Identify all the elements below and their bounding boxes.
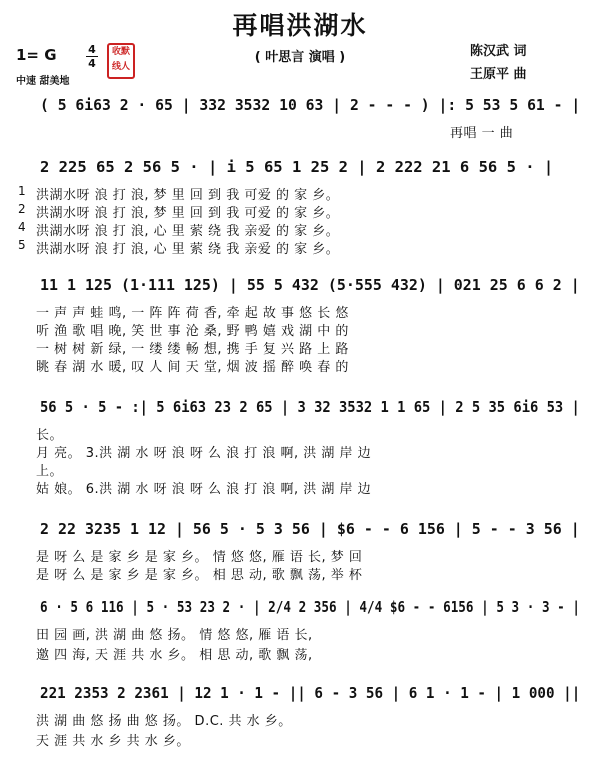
- seal-stamp-icon: 收默 线人: [107, 43, 135, 79]
- lyric-line: 天 涯 共 水 乡 共 水 乡。: [36, 734, 190, 749]
- notation-line: 11 1 125 (1·111 125) | 55 5 432 (5·555 432) | 021 25 6 6 2 |: [40, 276, 580, 294]
- notation-line: 221 2353 2 2361 | 12 1 · 1 - || 6 - 3 56 | 6 1 · 1 - | 1 000 ||: [40, 684, 581, 702]
- lyric-line: 田 园 画, 洪 湖 曲 悠 扬。 情 悠 悠, 雁 语 长,: [36, 628, 313, 643]
- lyric-line: 邀 四 海, 天 涯 共 水 乡。 相 思 动, 歌 飘 荡,: [36, 648, 313, 663]
- lyric-line: 姑 娘。 6.洪 湖 水 呀 浪 呀 么 浪 打 浪 啊, 洪 湖 岸 边: [36, 482, 372, 497]
- lyric-line: 听 渔 歌 唱 晚, 笑 世 事 沧 桑, 野 鸭 嬉 戏 湖 中 的: [36, 324, 349, 339]
- verse-number: 4: [18, 220, 26, 234]
- notation-line: 2 225 65 2 56 5 · | i 5 65 1 25 2 | 2 222 21 6 56 5 · |: [40, 158, 554, 176]
- lyric-line: 是 呀 么 是 家 乡 是 家 乡。 情 悠 悠, 雁 语 长, 梦 回: [36, 550, 363, 565]
- lyric-line: 长。: [36, 428, 64, 443]
- lyric-line: 月 亮。 3.洪 湖 水 呀 浪 呀 么 浪 打 浪 啊, 洪 湖 岸 边: [36, 446, 372, 461]
- lyric-line: 洪湖水呀 浪 打 浪, 梦 里 回 到 我 可爱 的 家 乡。: [36, 206, 340, 221]
- key-signature: 1= G: [16, 46, 57, 64]
- time-signature: 4 4: [86, 44, 98, 69]
- verse-number: 1: [18, 184, 26, 198]
- lyric-line: 洪湖水呀 浪 打 浪, 梦 里 回 到 我 可爱 的 家 乡。: [36, 188, 340, 203]
- lyricist-credit: 陈汉武 词: [470, 44, 527, 59]
- lyric-line: 一 声 声 蛙 鸣, 一 阵 阵 荷 香, 牵 起 故 事 悠 长 悠: [36, 306, 349, 321]
- lyric-line: 再唱 一 曲: [450, 126, 514, 141]
- notation-line: ( 5 6i63 2 · 65 | 332 3532 10 63 | 2 - - - ) |: 5 53 5 61 - |: [40, 96, 581, 114]
- verse-number: 5: [18, 238, 26, 252]
- lyric-line: 洪湖水呀 浪 打 浪, 心 里 萦 绕 我 亲爱 的 家 乡。: [36, 242, 340, 257]
- lyric-line: 是 呀 么 是 家 乡 是 家 乡。 相 思 动, 歌 飘 荡, 举 杯: [36, 568, 363, 583]
- notation-line: 6 · 5 6 116 | 5 · 53 23 2 · | 2/4 2 356 | 4/4 $6 - - 6156 | 5 3 · 3 - |: [40, 598, 580, 616]
- verse-number: 2: [18, 202, 26, 216]
- song-title: 再唱洪湖水: [232, 11, 368, 40]
- lyric-line: 上。: [36, 464, 64, 479]
- notation-line: 56 5 · 5 - :| 5 6i63 23 2 65 | 3 32 3532 1 1 65 | 2 5 35 6i6 53 |: [40, 398, 580, 416]
- lyric-line: 眺 春 湖 水 暖, 叹 人 间 天 堂, 烟 波 摇 醉 唤 春 的: [36, 360, 349, 375]
- lyric-line: 洪湖水呀 浪 打 浪, 心 里 萦 绕 我 亲爱 的 家 乡。: [36, 224, 340, 239]
- lyric-line: 一 树 树 新 绿, 一 缕 缕 畅 想, 携 手 复 兴 路 上 路: [36, 342, 349, 357]
- performer-subtitle: ( 叶思言 演唱 ): [254, 50, 346, 65]
- composer-credit: 王原平 曲: [470, 67, 527, 82]
- lyric-line: 洪 湖 曲 悠 扬 曲 悠 扬。 D.C. 共 水 乡。: [36, 714, 292, 729]
- tempo-marking: 中速 甜美地: [16, 76, 70, 87]
- notation-line: 2 22 3235 1 12 | 56 5 · 5 3 56 | $6 - - 6 156 | 5 - - 3 56 |: [40, 520, 580, 538]
